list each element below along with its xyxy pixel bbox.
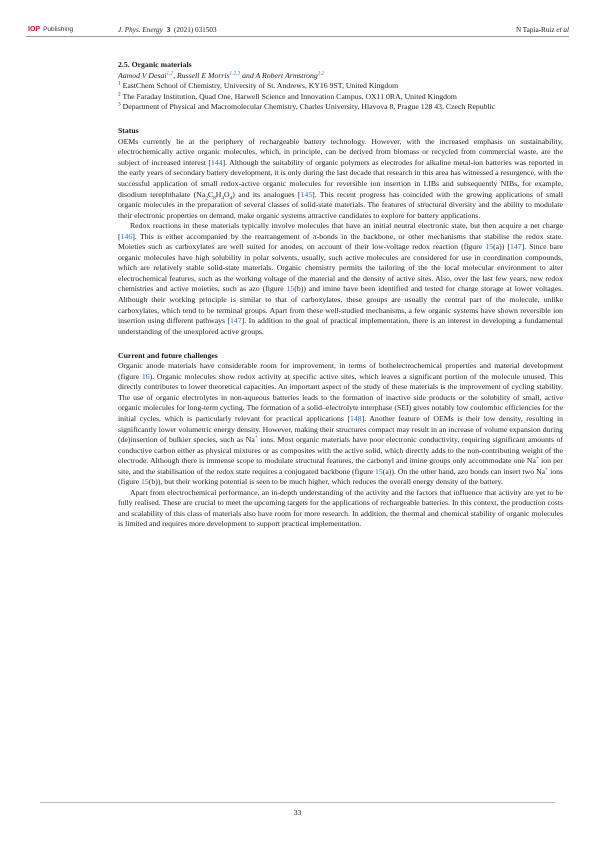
- text-run: ) [: [501, 242, 511, 252]
- affiliation: [118, 81, 563, 92]
- affiliation: [118, 102, 563, 113]
- author-name: A Robert Armstrong: [255, 70, 318, 80]
- status-paragraph-2: [118, 221, 563, 337]
- reference-link[interactable]: 145: [300, 189, 313, 199]
- pi-symbol: π: [312, 231, 317, 241]
- text-run: -bonds in the backbone, or other mechanisms that stabilise the redox state. Moieties such as carboxylates are well suited for anodes, on account of their low-voltage redox reaction (figure: [118, 231, 563, 252]
- iop-logo-text: IOP: [28, 26, 41, 33]
- text-run: ]. Although the suitability of organic polymers as electrodes for alkaline metal-ion batteries was reported in the early years of secondary battery development, it is only during the last decade that research in this area has witnessed a resurgence, with the successful application of small redox-active organic molecules for reversible ion insertion in LIBs and subsequently NIBs, for example, disodium terephthalate (Na: [118, 157, 563, 199]
- formula-element: O: [224, 189, 230, 199]
- author-name: Russell E Morris: [177, 70, 230, 80]
- challenges-paragraph-2: Apart from electrochemical performance, an in-depth understanding of the activity and the factors that influence that activity are yet to be fully realised. These are crucial to meet the upcoming targets for the applications of rechargeable batteries. In this context, the production costs and scalability of this class of materials also have room for more research. In addition, the thermal and chemical stability of organic molecules is limited and requires more development to support practical implementation.: [118, 487, 563, 529]
- author-name: Aamod V Desai: [118, 70, 167, 80]
- reference-link[interactable]: 144: [210, 157, 223, 167]
- text-run: ]. This recent progress has coincided with the growing applications of small organic molecules in the preparation of several classes of solid-state materials. The features of structural diversity and the ability to modulate their electronic properties on demand, make organic systems attractive candidates to explore for battery applications.: [118, 189, 563, 220]
- author-separator: and: [240, 70, 256, 80]
- reference-link[interactable]: 147: [510, 242, 522, 252]
- text-run: ]. This is either accompanied by the rearrangement of: [132, 231, 313, 241]
- text-run: ions (figure: [118, 466, 563, 487]
- affiliation-text: Department of Physical and Macromolecular Chemistry, Charles University, Hlavova 8, Prague 128 43, Czech Republic: [122, 102, 496, 112]
- running-author: [516, 26, 569, 34]
- author-affil-link[interactable]: 1,2,3: [229, 69, 241, 76]
- text-run: ]. Since bare organic molecules have high solubility in polar solvents, usually, such active molecules are considered for use in coordination compounds, which are relatively stable solid-state materials. Organic chemistry permits the tailoring of the the local molecular environment to alter electrochemical features, such as the working voltage of the material and the density of active sites. Also, over the last few years, new redox chemistries and active moieties, such as azo (figure: [118, 242, 563, 294]
- footer-rule: [40, 802, 555, 803]
- header-rule: [26, 36, 569, 37]
- text-run: ion per site, and the stabilisation of the redox state requires a conjugated backbone (figure: [118, 456, 563, 476]
- author-affil-link[interactable]: 1,2: [166, 69, 174, 76]
- page-number: 33: [293, 808, 302, 817]
- text-run: Organic anode materials have considerable room for improvement, in terms of bothelectrochemical properties and material development (figure: [118, 361, 563, 381]
- et-al: et al: [556, 26, 569, 34]
- affiliation-text: The Faraday Institution, Quad One, Harwell Science and Innovation Campus, OX11 0RA, United Kingdom: [122, 91, 457, 101]
- publisher-logo: [28, 26, 73, 33]
- journal-volume: 3: [166, 26, 171, 34]
- figure-panel: (b): [294, 284, 304, 294]
- text-run: ]. Another feature of OEMs is their low density, resulting in significantly lower volumetric energy density. However, making their structures compact may result in an increase of volume expansion during (de)insertion of bulkier species, such as Na: [118, 413, 563, 445]
- section-title: 2.5. Organic materials: [118, 60, 192, 69]
- publisher-text: Publishing: [43, 26, 74, 33]
- challenges-heading: Current and future challenges: [118, 350, 218, 360]
- text-run: ]. In addition to the goal of practical implementation, there is an interest in developing a fundamental understanding of the unexplored active groups.: [118, 316, 563, 336]
- author-line: [118, 71, 563, 82]
- text-run: ) and its analogues [: [232, 189, 301, 199]
- reference-link[interactable]: 146: [120, 231, 133, 241]
- figure-panel: (a): [382, 466, 392, 476]
- formula-subscript: 2: [205, 195, 208, 202]
- affiliation-number: 2: [118, 91, 121, 98]
- formula-element: C: [207, 189, 214, 199]
- figure-panel: (b): [148, 477, 158, 487]
- figure-link[interactable]: 15: [485, 242, 494, 252]
- journal-citation: [118, 26, 217, 34]
- author-affil-link[interactable]: 1,2: [317, 69, 325, 76]
- page-header: [0, 0, 595, 42]
- status-paragraph-1: [118, 137, 563, 221]
- affiliation-number: 1: [118, 80, 121, 87]
- formula-element: H: [215, 189, 222, 199]
- figure-link[interactable]: 16: [141, 371, 150, 381]
- text-run: Redox reactions in these materials typically involve molecules that have an initial neutral electronic state, but then acquire a net charge [: [118, 221, 563, 241]
- charge-superscript: +: [254, 434, 258, 441]
- status-heading: Status: [118, 126, 139, 136]
- figure-link[interactable]: 15: [375, 466, 383, 476]
- affiliation: [118, 92, 563, 103]
- formula-subscript: 4: [221, 195, 225, 202]
- journal-name: J. Phys. Energy: [118, 26, 163, 34]
- reference-link[interactable]: 148: [350, 413, 362, 423]
- challenges-paragraph-1: [118, 361, 563, 488]
- text-run: OEMs currently lie at the periphery of rechargeable battery technology. However, with the increased emphasis on sustainability, electrochemically active organic molecules, which, in principle, can be derived from biomass or recycled from commercial waste, are the subject of increased interest [: [118, 136, 563, 167]
- journal-year-article: (2021) 031503: [174, 26, 217, 34]
- article-body: [118, 60, 563, 530]
- affiliation-number: 3: [118, 101, 121, 108]
- reference-link[interactable]: 147: [230, 316, 242, 326]
- text-run: ) and imine have been identified and tested for charge storage at lower voltages. Although their working principle is similar to that of carboxylates, these groups are usually the central part of the molecule, unlike carboxylates, which tend to be terminal groups. Apart from these well-studied mechanisms, a few organic systems have shown reversible ion insertion using different pathways [: [118, 284, 564, 326]
- figure-panel: (a): [493, 242, 502, 252]
- affiliation-text: EastChem School of Chemistry, University of St. Andrews, KY16 9ST, United Kingdom: [122, 81, 399, 91]
- text-run: ions. Most organic materials have poor electronic conductivity, requiring significant amounts of conductive carbon either as physical mixtures or as composites with the active solid, which directly adds to the non-contributing weight of the electrode. Although there is immense scope to modulate structural features, the carbonyl and imine groups only accommodate one Na: [118, 435, 563, 466]
- author-separator: ,: [173, 70, 178, 80]
- text-run: ), but their working potential is seen to be much higher, which reduces the overall energy density of the battery.: [157, 477, 503, 487]
- formula-subscript: 8: [213, 195, 216, 202]
- figure-link[interactable]: 15: [141, 477, 149, 487]
- text-run: ). On the other hand, azo bonds can insert two Na: [391, 466, 546, 476]
- text-run: ). Organic molecules show redox activity at specific active sites, which leaves a significant portion of the molecule unused. This directly contributes to lower theoretical capacities. An important aspect of the study of these materials is the improvement of cycling stability. The use of organic electrolytes in non-aqueous batteries leads to the formation of inactive side products or the solubility of small, active organic molecules for long-term cycling. The formation of a solid–electrolyte interphase (SEI) gives notably low coulombic efficiencies for the initial cycles, which is particularly relevant for practical applications [: [118, 371, 564, 423]
- charge-superscript: +: [535, 455, 539, 462]
- figure-link[interactable]: 15: [286, 284, 295, 294]
- author-short: N Tapia-Ruiz: [515, 26, 555, 34]
- formula-subscript: 4: [229, 195, 233, 202]
- charge-superscript: +: [545, 466, 549, 473]
